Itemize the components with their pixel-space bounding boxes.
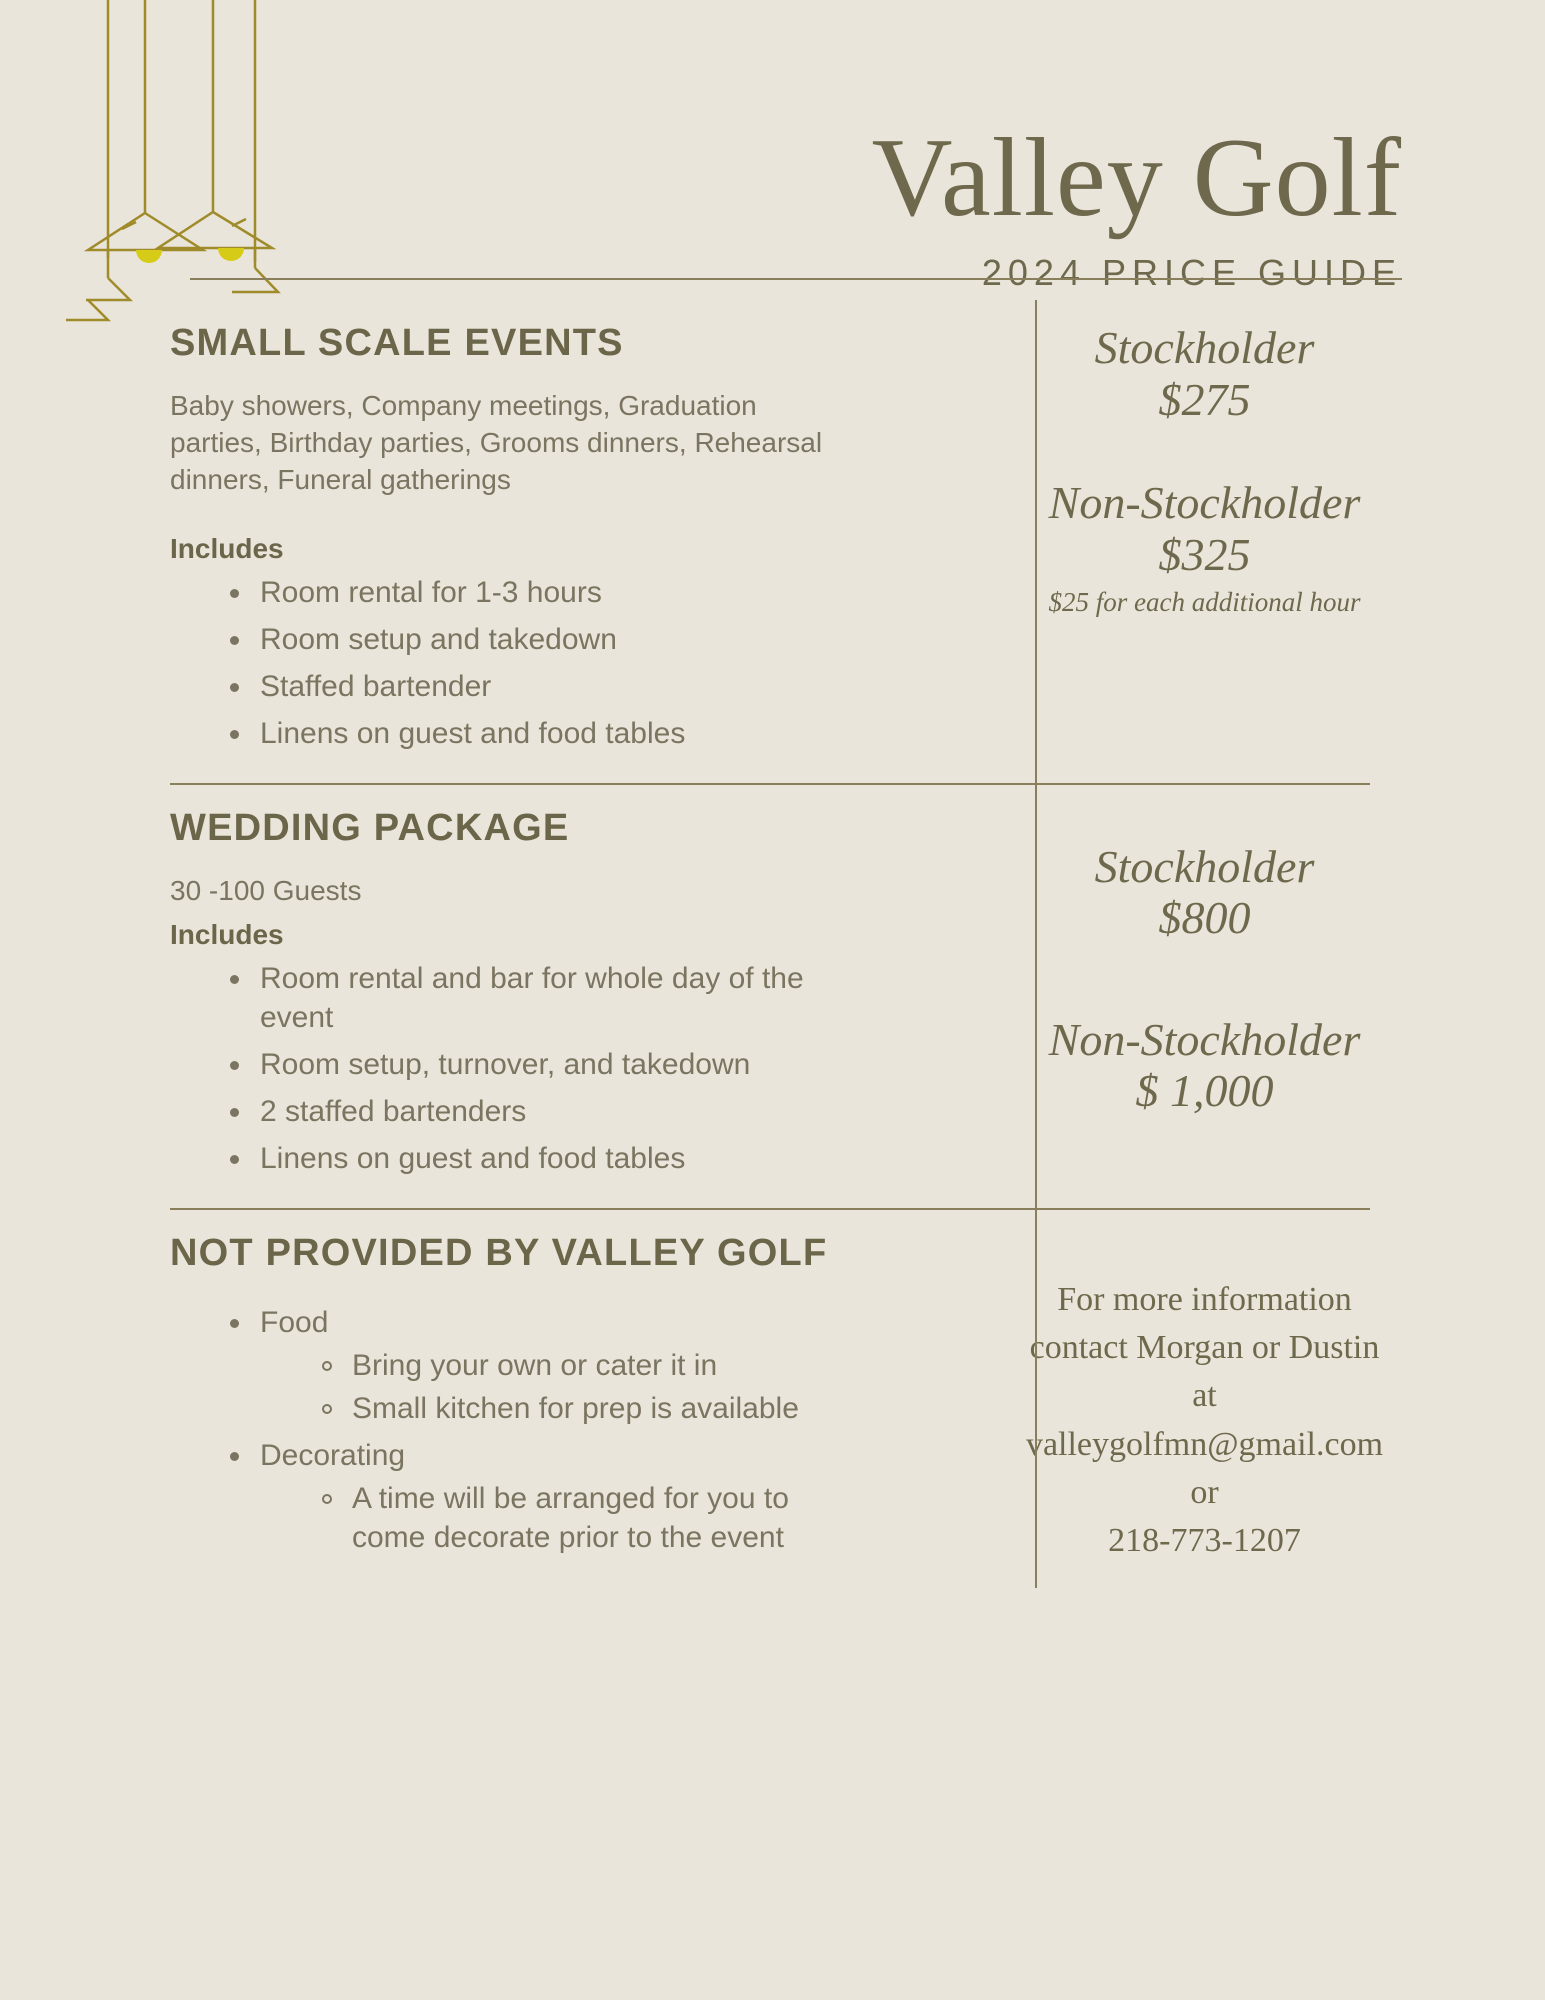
section-details xyxy=(0,785,878,1208)
price-tier-label: Non-Stockholder xyxy=(1048,477,1361,529)
section-description: 30 -100 Guests xyxy=(170,874,362,906)
contact-phone[interactable]: 218-773-1207 xyxy=(1108,1522,1301,1560)
price-amount: $ 1,000 xyxy=(1135,1065,1274,1117)
list-item: Room setup, turnover, and takedown xyxy=(226,1045,838,1084)
not-provided-list xyxy=(170,1303,838,1557)
section-pricing xyxy=(878,785,1545,1208)
section-details xyxy=(0,1210,878,1588)
section-description: Baby showers, Company meetings, Graduation parties, Birthday parties, Grooms dinners, Rehearsal dinners, Funeral gatherings xyxy=(170,390,823,496)
list-item: Staffed bartender xyxy=(226,667,838,706)
section-small-scale-events xyxy=(0,300,1545,783)
list-item-label: Decorating xyxy=(260,1438,406,1472)
page-header xyxy=(190,116,1402,294)
section-title: NOT PROVIDED BY VALLEY GOLF xyxy=(170,1231,828,1274)
includes-label: Includes xyxy=(170,918,284,950)
page-subtitle: 2024 PRICE GUIDE xyxy=(981,252,1402,293)
price-guide-body xyxy=(0,300,1545,1588)
list-item: Room rental for 1-3 hours xyxy=(226,573,838,612)
price-amount: $275 xyxy=(1158,373,1251,425)
sub-list-item: Small kitchen for prep is available xyxy=(318,1389,838,1428)
list-item: 2 staffed bartenders xyxy=(226,1092,838,1131)
section-pricing xyxy=(878,300,1545,783)
contact-line: at xyxy=(1192,1377,1217,1415)
section-wedding-package xyxy=(0,785,1545,1208)
list-item xyxy=(226,1303,838,1428)
column-divider xyxy=(1035,1210,1037,1588)
column-divider xyxy=(1035,300,1037,783)
pricing-stockholder xyxy=(914,322,1495,425)
section-title: SMALL SCALE EVENTS xyxy=(170,322,624,364)
list-item: Room rental and bar for whole day of the event xyxy=(226,959,838,1037)
contact-line: contact Morgan or Dustin xyxy=(1029,1329,1380,1367)
includes-list xyxy=(170,959,838,1178)
contact-line: For more information xyxy=(1057,1280,1352,1318)
list-item-label: Food xyxy=(260,1305,329,1339)
pricing-stockholder xyxy=(914,841,1495,944)
price-tier-label: Non-Stockholder xyxy=(1048,1013,1361,1065)
pricing-non-stockholder xyxy=(914,1014,1495,1117)
page-title: Valley Golf xyxy=(871,116,1402,240)
section-details xyxy=(0,300,878,783)
price-tier-label: Stockholder xyxy=(1094,322,1315,373)
column-divider xyxy=(1035,785,1037,1208)
sub-list xyxy=(260,1479,838,1557)
header-divider xyxy=(190,278,1402,280)
section-title: WEDDING PACKAGE xyxy=(170,806,570,849)
price-amount: $800 xyxy=(1158,892,1251,944)
sub-list xyxy=(260,1346,838,1428)
sub-list-item: Bring your own or cater it in xyxy=(318,1346,838,1385)
contact-block xyxy=(878,1210,1545,1588)
contact-email[interactable]: valleygolfmn@gmail.com xyxy=(1025,1425,1384,1463)
price-amount: $325 xyxy=(1158,528,1251,580)
includes-list xyxy=(170,573,838,753)
list-item: Linens on guest and food tables xyxy=(226,714,838,753)
list-item: Linens on guest and food tables xyxy=(226,1139,838,1178)
list-item: Room setup and takedown xyxy=(226,620,838,659)
section-not-provided xyxy=(0,1210,1545,1588)
sub-list-item: A time will be arranged for you to come decorate prior to the event xyxy=(318,1479,838,1557)
contact-line: or xyxy=(1190,1474,1219,1511)
pricing-non-stockholder xyxy=(914,477,1495,618)
price-tier-label: Stockholder xyxy=(1094,840,1315,892)
list-item xyxy=(226,1436,838,1557)
includes-label: Includes xyxy=(170,532,284,564)
price-note: $25 for each additional hour xyxy=(1048,587,1361,618)
